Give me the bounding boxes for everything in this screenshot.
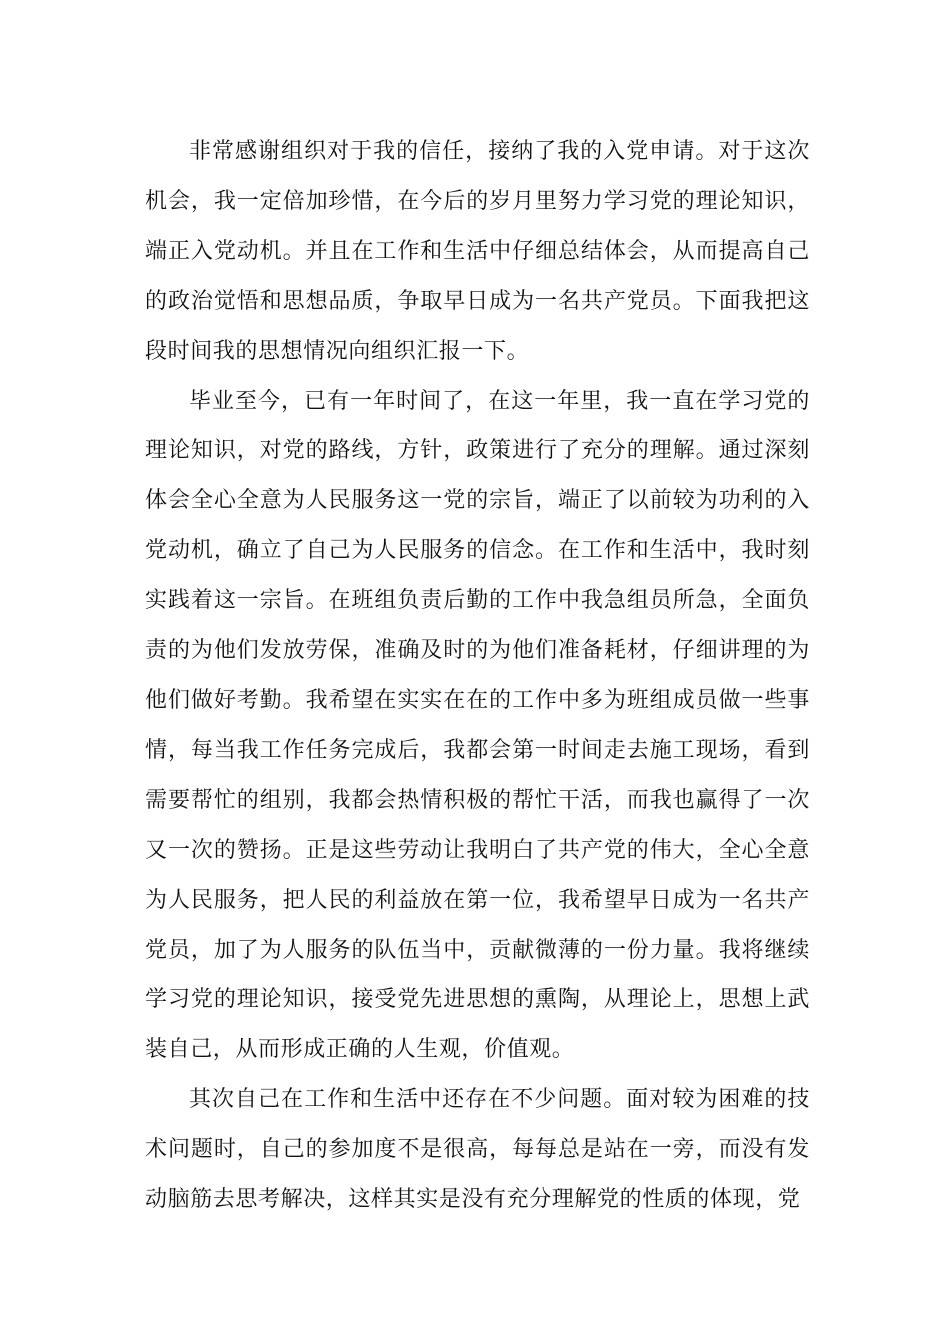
paragraph-2: 毕业至今，已有一年时间了，在这一年里，我一直在学习党的理论知识，对党的路线，方针，政策进行了充分的理解。通过深刻体会全心全意为人民服务这一党的宗旨，端正了以前较为功利的入党动机，确立了自己为人民服务的信念。在工作和生活中，我时刻实践着这一宗旨。在班组负责后勤的工作中我急组员所急，全面负责的为他们发放劳保，准确及时的为他们准备耗材，仔细讲理的为他们做好考勤。我希望在实实在在的工作中多为班组成员做一些事情，每当我工作任务完成后，我都会第一时间走去施工现场，看到需要帮忙的组别，我都会热情积极的帮忙干活，而我也赢得了一次又一次的赞扬。正是这些劳动让我明白了共产党的伟大，全心全意为人民服务，把人民的利益放在第一位，我希望早日成为一名共产党员，加了为人服务的队伍当中，贡献微薄的一份力量。我将继续学习党的理论知识，接受党先进思想的熏陶，从理论上，思想上武装自己，从而形成正确的人生观，价值观。 [145,388,810,1063]
document-page [145,127,810,1225]
paragraph-3: 其次自己在工作和生活中还存在不少问题。面对较为困难的技术问题时，自己的参加度不是很高，每每总是站在一旁，而没有发动脑筋去思考解决，这样其实是没有充分理解党的性质的体现，党 [145,1087,810,1213]
paragraph-1: 非常感谢组织对于我的信任，接纳了我的入党申请。对于这次机会，我一定倍加珍惜，在今后的岁月里努力学习党的理论知识，端正入党动机。并且在工作和生活中仔细总结体会，从而提高自己的政治觉悟和思想品质，争取早日成为一名共产党员。下面我把这段时间我的思想情况向组织汇报一下。 [145,139,810,364]
